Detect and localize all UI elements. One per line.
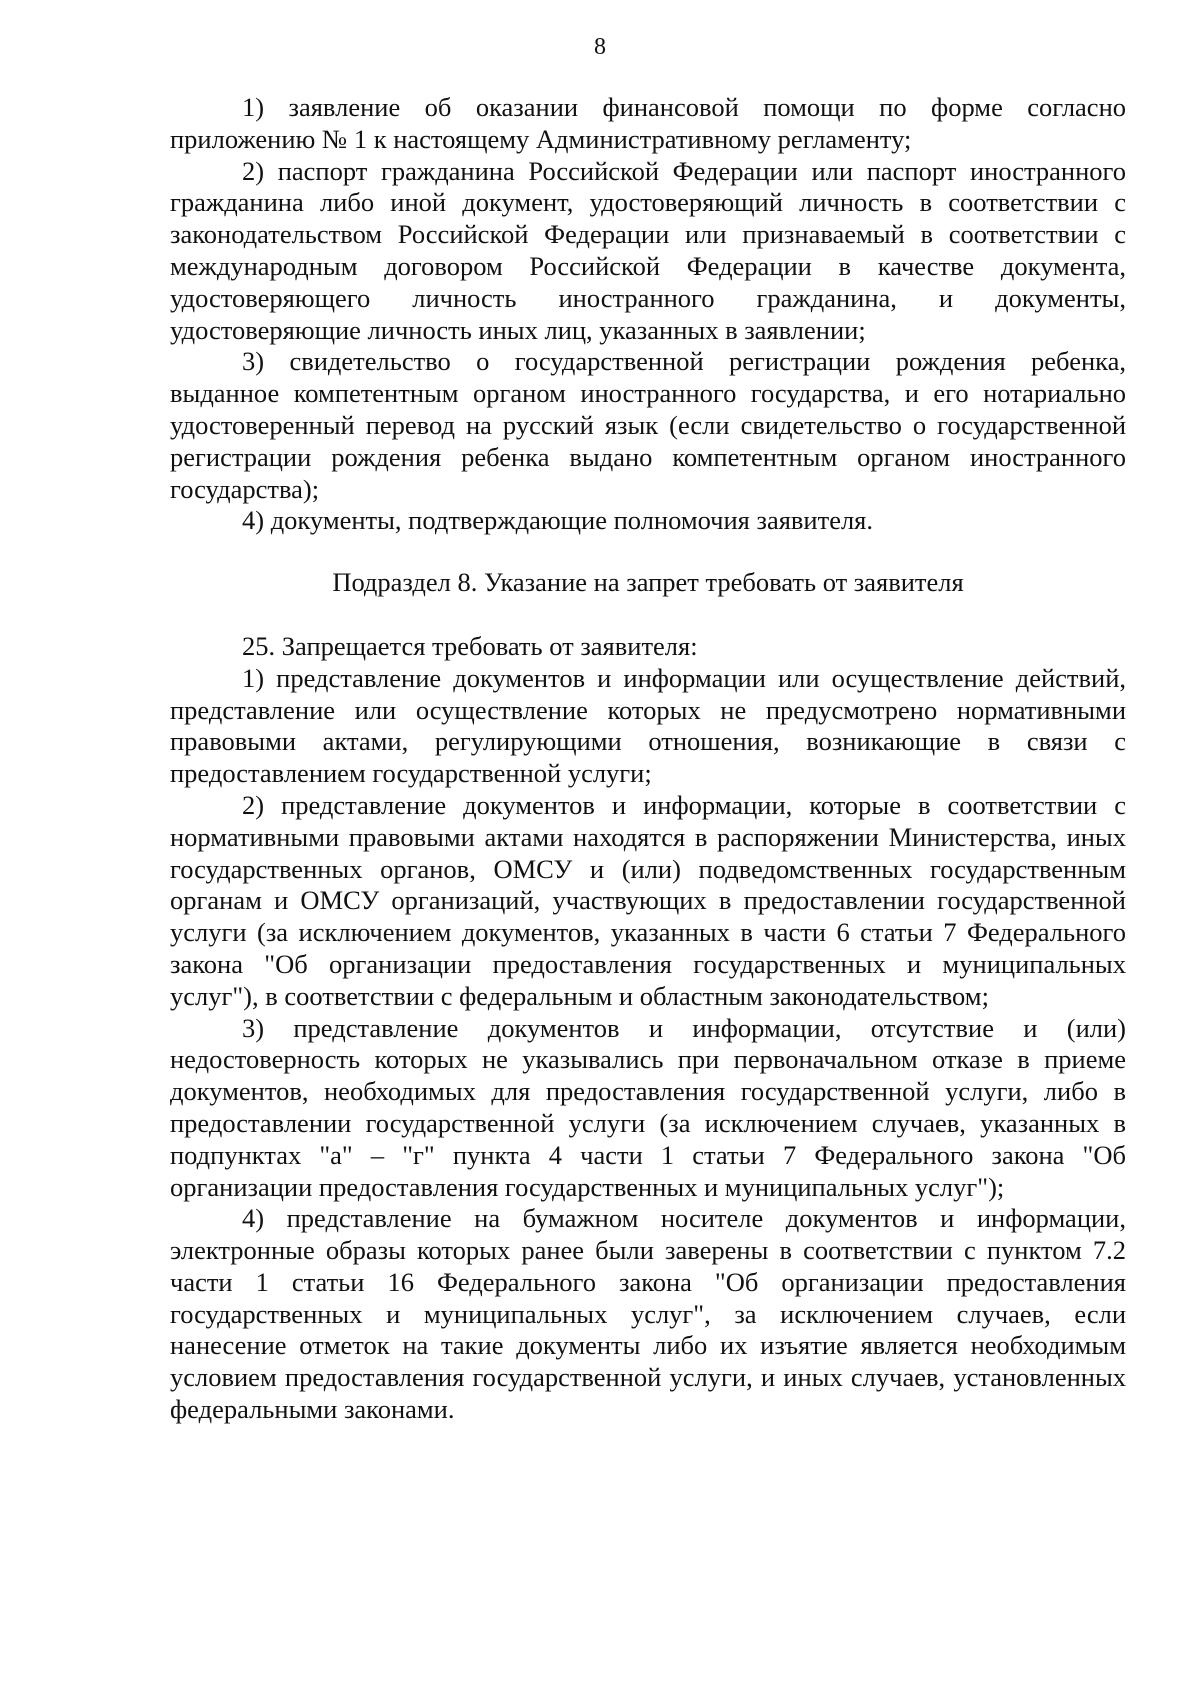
spacer — [170, 537, 1126, 567]
page-number: 8 — [594, 34, 606, 60]
subsection-heading: Подраздел 8. Указание на запрет требовать от заявителя — [332, 567, 964, 598]
list-item-passport: 2) паспорт гражданина Российской Федерации или паспорт иностранного гражданина либо иной документ, удостоверяющий личность в соответствии с законодательством Российской Федерации или признаваемый в соответствии с международным договором Российской Федерации в качестве документа, удостоверяющего личность иностранного гражданина, и документы, удостоверяющие личность иных лиц, указанных в заявлении; — [170, 155, 1126, 345]
spacer — [170, 599, 1126, 631]
list-item-birth-certificate: 3) свидетельство о государственной регистрации рождения ребенка, выданное компетентным органом иностранного государства, и его нотариально удостоверенный перевод на русский язык (если свидетельство о государственной регистрации рождения ребенка выдано компетентным органом иностранного государства); — [170, 346, 1126, 504]
prohibition-item-3: 3) представление документов и информации, отсутствие и (или) недостоверность которых не указывались при первоначальном отказе в приеме документов, необходимых для предоставления государственной услуги, либо в предоставлении государственной услуги (за исключением случаев, указанных в подпунктах "а" – "г" пункта 4 части 1 статьи 7 Федерального закона "Об организации предоставления государственных и муниципальных услуг"); — [170, 1012, 1126, 1202]
prohibition-item-2: 2) представление документов и информации, которые в соответствии с нормативными правовыми актами находятся в распоряжении Министерства, иных государственных органов, ОМСУ и (или) подведомственных государственным органам и ОМСУ организаций, участвующих в предоставлении государственной услуги (за исключением документов, указанных в части 6 статьи 7 Федерального закона "Об организации предоставления государственных и муниципальных услуг"), в соответствии с федеральным и областным законодательством; — [170, 789, 1126, 1011]
document-body — [170, 92, 1126, 1426]
clause-25-intro: 25. Запрещается требовать от заявителя: — [242, 630, 698, 661]
list-item-application: 1) заявление об оказании финансовой помощи по форме согласно приложению № 1 к настоящему Административному регламенту; — [170, 92, 1126, 154]
prohibition-item-4: 4) представление на бумажном носителе документов и информации, электронные образы которых ранее были заверены в соответствии с пунктом 7.2 части 1 статьи 16 Федерального закона "Об организации предоставления государственных и муниципальных услуг", за исключением случаев, если нанесение отметок на такие документы либо их изъятие является необходимым условием предоставления государственной услуги, и иных случаев, установленных федеральными законами. — [170, 1203, 1126, 1425]
list-item-authority-documents: 4) документы, подтверждающие полномочия заявителя. — [242, 505, 873, 536]
prohibition-item-1: 1) представление документов и информации или осуществление действий, представление или осуществление которых не предусмотрено нормативными правовыми актами, регулирующими отношения, возникающие в связи с предоставлением государственной услуги; — [170, 662, 1126, 789]
